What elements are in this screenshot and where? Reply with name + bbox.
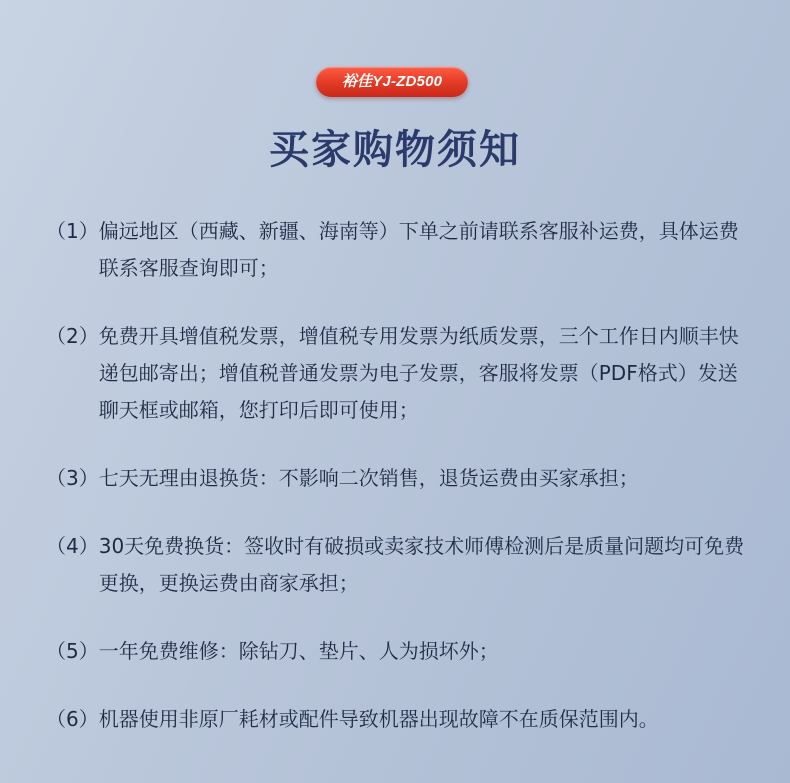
notice-number: （1） [46,219,99,243]
notice-number: （6） [46,707,99,731]
notice-text: 七天无理由退换货：不影响二次销售，退货运费由买家承担； [98,466,639,490]
notice-text: 机器使用非原厂耗材或配件导致机器出现故障不在质保范围内。 [98,707,659,731]
notice-text: 偏远地区（西藏、新疆、海南等）下单之前请联系客服补运费，具体运费联系客服查询即可； [98,219,739,280]
page-title: 买家购物须知 [269,127,521,173]
notice-text: 30天免费换货：签收时有破损或卖家技术师傅检测后是质量问题均可免费更换，更换运费由商家承担； [98,534,745,595]
notice-item [46,460,752,497]
notice-number: （3） [46,466,99,490]
notice-number: （5） [46,639,99,663]
notice-text: 一年免费维修：除钻刀、垫片、人为损坏外； [98,639,499,663]
notice-item [46,528,752,602]
notice-item [46,633,752,670]
notice-item [46,701,752,738]
notice-item [46,318,752,429]
product-model-badge: 裕佳YJ-ZD500 [316,67,468,97]
notice-list [46,213,752,769]
notice-item [46,213,752,287]
notice-text: 免费开具增值税发票，增值税专用发票为纸质发票，三个工作日内顺丰快递包邮寄出；增值税普通发票为电子发票，客服将发票（PDF格式）发送聊天框或邮箱，您打印后即可使用； [98,324,739,422]
notice-number: （4） [46,534,99,558]
notice-number: （2） [46,324,99,348]
